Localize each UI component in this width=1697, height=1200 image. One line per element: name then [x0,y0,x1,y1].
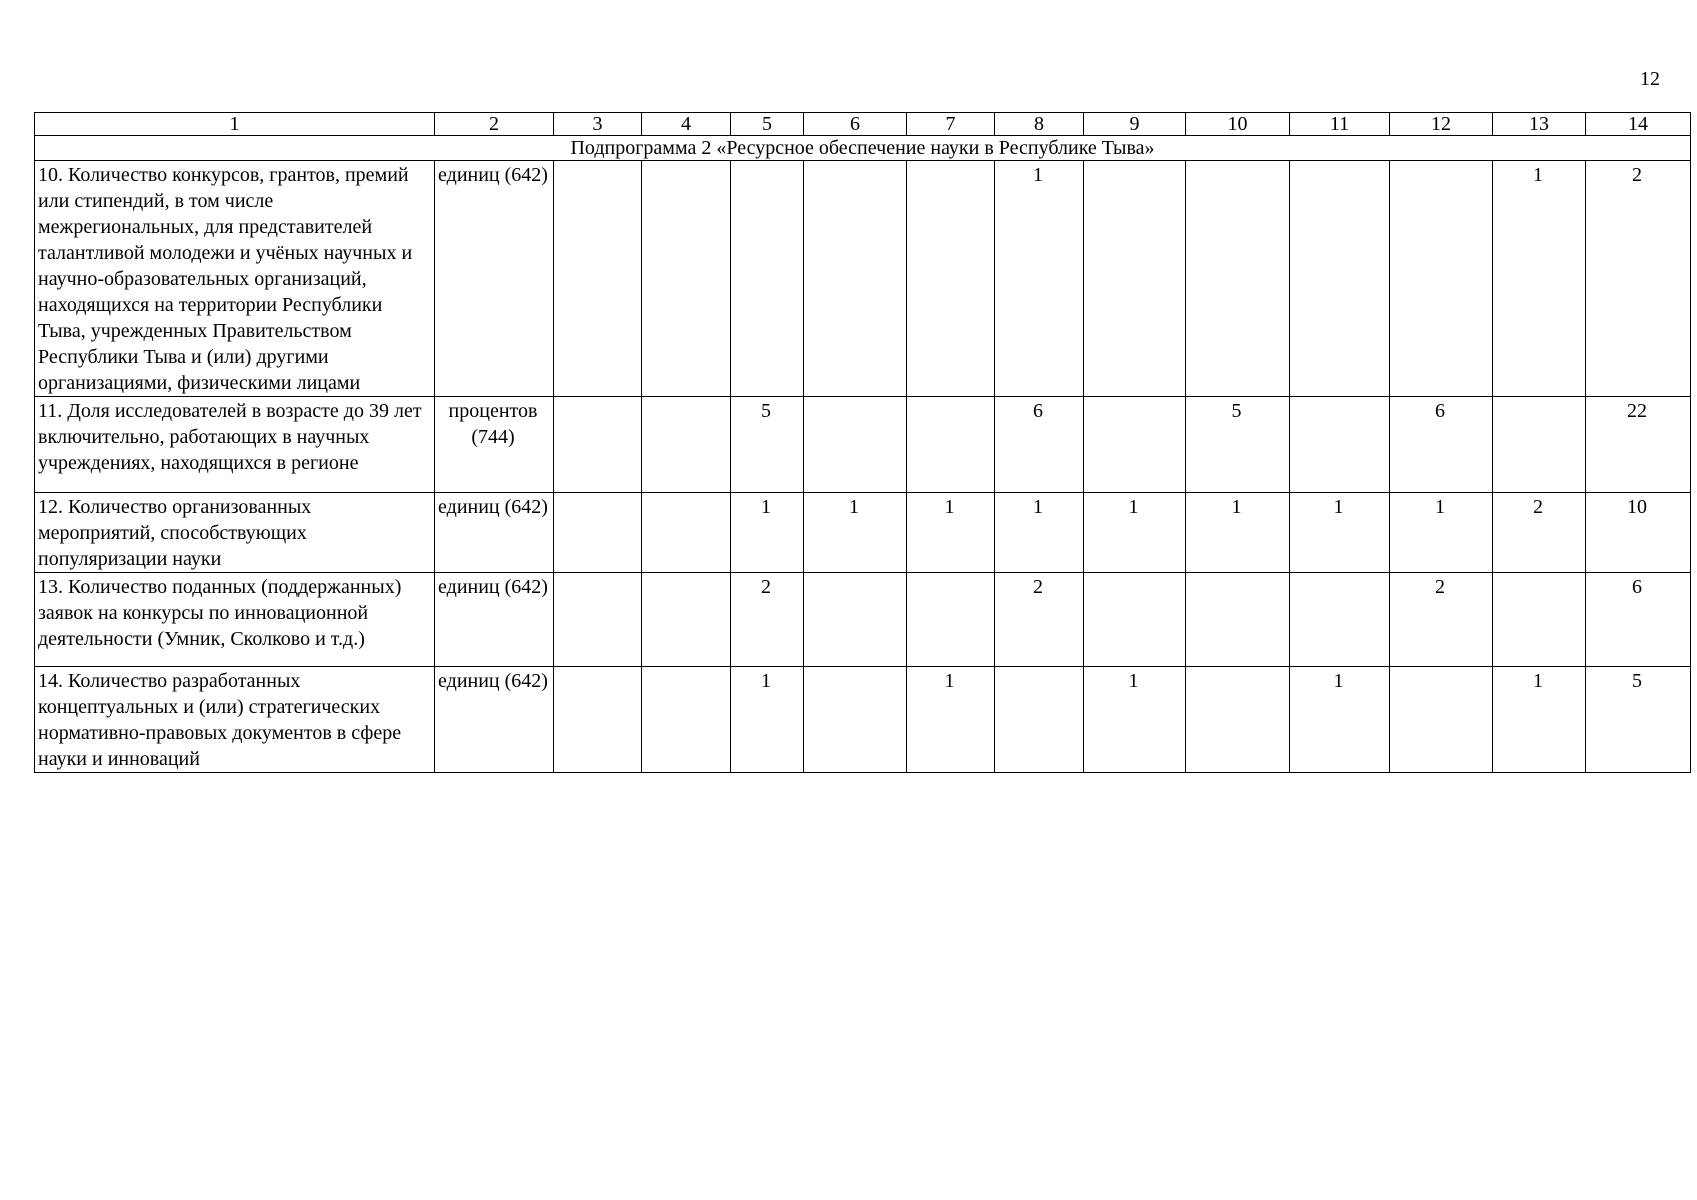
column-header-8: 8 [995,113,1084,136]
value-cell-col-12: 6 [1390,397,1493,493]
column-header-14: 14 [1586,113,1691,136]
indicator-name: 11. Доля исследователей в возрасте до 39 лет включительно, работающих в научных учреждениях, находящихся в регионе [35,397,435,493]
subprogram-title: Подпрограмма 2 «Ресурсное обеспечение науки в Республике Тыва» [35,136,1691,161]
column-header-13: 13 [1493,113,1586,136]
indicator-unit: единиц (642) [435,161,554,397]
value-cell-col-12 [1390,667,1493,773]
indicator-unit: процентов (744) [435,397,554,493]
value-cell-col-9: 1 [1084,667,1186,773]
column-header-3: 3 [554,113,642,136]
value-cell-col-4 [642,397,731,493]
indicator-name: 12. Количество организованных мероприятий, способствующих популяризации науки [35,493,435,573]
value-cell-col-10: 1 [1186,493,1290,573]
value-cell-col-9 [1084,161,1186,397]
indicator-unit: единиц (642) [435,493,554,573]
value-cell-col-11: 1 [1290,667,1390,773]
table-row [35,573,1691,667]
indicator-name: 10. Количество конкурсов, грантов, премий или стипендий, в том числе межрегиональных, для представителей талантливой молодежи и учёных научных и научно-образовательных организаций, находящихся на территории Республики Тыва, учрежденных Правительством Республики Тыва и (или) другими организациями, физическими лицами [35,161,435,397]
value-cell-col-5: 1 [731,667,804,773]
page-number: 12 [1640,68,1660,90]
table-row [35,397,1691,493]
value-cell-col-3 [554,161,642,397]
value-cell-col-14: 22 [1586,397,1691,493]
column-header-1: 1 [35,113,435,136]
value-cell-col-3 [554,573,642,667]
value-cell-col-7: 1 [907,493,995,573]
value-cell-col-8: 2 [995,573,1084,667]
value-cell-col-6: 1 [804,493,907,573]
value-cell-col-10 [1186,573,1290,667]
indicators-table [34,112,1691,773]
value-cell-col-5: 2 [731,573,804,667]
value-cell-col-4 [642,667,731,773]
column-header-4: 4 [642,113,731,136]
indicator-name: 13. Количество поданных (поддержанных) заявок на конкурсы по инновационной деятельности (Умник, Сколково и т.д.) [35,573,435,667]
value-cell-col-7: 1 [907,667,995,773]
value-cell-col-10 [1186,667,1290,773]
table-row [35,161,1691,397]
value-cell-col-3 [554,667,642,773]
value-cell-col-12 [1390,161,1493,397]
value-cell-col-7 [907,161,995,397]
column-header-7: 7 [907,113,995,136]
column-header-6: 6 [804,113,907,136]
value-cell-col-3 [554,397,642,493]
indicator-unit: единиц (642) [435,573,554,667]
column-header-5: 5 [731,113,804,136]
value-cell-col-6 [804,573,907,667]
column-header-12: 12 [1390,113,1493,136]
value-cell-col-11 [1290,161,1390,397]
value-cell-col-13: 1 [1493,161,1586,397]
value-cell-col-12: 1 [1390,493,1493,573]
indicator-unit: единиц (642) [435,667,554,773]
indicator-name: 14. Количество разработанных концептуальных и (или) стратегических нормативно-правовых документов в сфере науки и инноваций [35,667,435,773]
value-cell-col-9 [1084,573,1186,667]
value-cell-col-6 [804,161,907,397]
value-cell-col-8: 1 [995,161,1084,397]
column-header-2: 2 [435,113,554,136]
value-cell-col-14: 6 [1586,573,1691,667]
value-cell-col-11 [1290,573,1390,667]
value-cell-col-5: 5 [731,397,804,493]
value-cell-col-6 [804,667,907,773]
value-cell-col-14: 5 [1586,667,1691,773]
value-cell-col-6 [804,397,907,493]
value-cell-col-5: 1 [731,493,804,573]
header-row [35,113,1691,136]
value-cell-col-12: 2 [1390,573,1493,667]
value-cell-col-7 [907,573,995,667]
value-cell-col-14: 2 [1586,161,1691,397]
value-cell-col-13 [1493,573,1586,667]
value-cell-col-11: 1 [1290,493,1390,573]
table-row [35,493,1691,573]
value-cell-col-13 [1493,397,1586,493]
column-header-11: 11 [1290,113,1390,136]
value-cell-col-14: 10 [1586,493,1691,573]
value-cell-col-9 [1084,397,1186,493]
value-cell-col-11 [1290,397,1390,493]
subprogram-row [35,136,1691,161]
value-cell-col-4 [642,573,731,667]
column-header-9: 9 [1084,113,1186,136]
value-cell-col-8 [995,667,1084,773]
value-cell-col-4 [642,161,731,397]
value-cell-col-9: 1 [1084,493,1186,573]
value-cell-col-5 [731,161,804,397]
table-row [35,667,1691,773]
value-cell-col-4 [642,493,731,573]
value-cell-col-13: 1 [1493,667,1586,773]
value-cell-col-8: 1 [995,493,1084,573]
value-cell-col-10 [1186,161,1290,397]
value-cell-col-8: 6 [995,397,1084,493]
column-header-10: 10 [1186,113,1290,136]
value-cell-col-7 [907,397,995,493]
value-cell-col-13: 2 [1493,493,1586,573]
value-cell-col-10: 5 [1186,397,1290,493]
value-cell-col-3 [554,493,642,573]
